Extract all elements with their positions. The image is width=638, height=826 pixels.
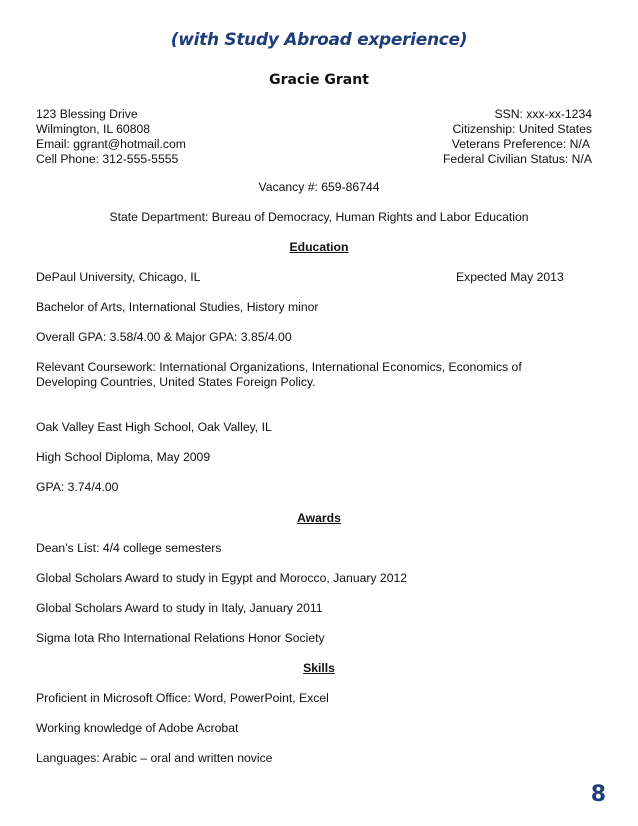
award-item: Sigma Iota Rho International Relations Honor Society: [36, 631, 325, 645]
gpa-line: Overall GPA: 3.58/4.00 & Major GPA: 3.85/4.00: [36, 330, 292, 344]
award-item: Dean’s List: 4/4 college semesters: [36, 541, 222, 555]
skill-item: Languages: Arabic – oral and written novice: [36, 751, 273, 765]
degree-line: Bachelor of Arts, International Studies, History minor: [36, 300, 319, 314]
coursework-line-1: Relevant Coursework: International Organizations, International Economics, Economics of: [36, 360, 522, 374]
email-line: Email: ggrant@hotmail.com: [36, 137, 186, 151]
civilian-status-line: Federal Civilian Status: N/A: [442, 152, 592, 166]
skills-heading: Skills: [303, 661, 335, 675]
vacancy-line: Vacancy #: 659-86744: [258, 180, 380, 194]
ssn-line: SSN: xxx-xx-1234: [494, 107, 592, 121]
phone-line: Cell Phone: 312-555-5555: [36, 152, 179, 166]
veterans-line: Veterans Preference: N/A: [451, 137, 590, 151]
address-line: 123 Blessing Drive: [36, 107, 138, 121]
high-school-line: Oak Valley East High School, Oak Valley, IL: [36, 420, 272, 434]
page-number: 8: [590, 782, 606, 807]
expected-date: Expected May 2013: [456, 270, 564, 284]
awards-heading: Awards: [297, 511, 341, 525]
city-line: Wilmington, IL 60808: [36, 122, 151, 136]
education-heading: Education: [289, 240, 349, 254]
page-banner: (with Study Abroad experience): [170, 30, 468, 50]
citizenship-line: Citizenship: United States: [452, 122, 592, 136]
award-item: Global Scholars Award to study in Italy, January 2011: [36, 601, 323, 615]
applicant-name: Gracie Grant: [269, 72, 369, 88]
skill-item: Proficient in Microsoft Office: Word, PowerPoint, Excel: [36, 691, 329, 705]
high-school-gpa-line: GPA: 3.74/4.00: [36, 480, 119, 494]
award-item: Global Scholars Award to study in Egypt and Morocco, January 2012: [36, 571, 408, 585]
university-line: DePaul University, Chicago, IL: [36, 270, 201, 284]
skill-item: Working knowledge of Adobe Acrobat: [36, 721, 239, 735]
coursework-line-2: Developing Countries, United States Foreign Policy.: [36, 375, 316, 389]
diploma-line: High School Diploma, May 2009: [36, 450, 211, 464]
department-line: State Department: Bureau of Democracy, Human Rights and Labor Education: [109, 210, 529, 224]
